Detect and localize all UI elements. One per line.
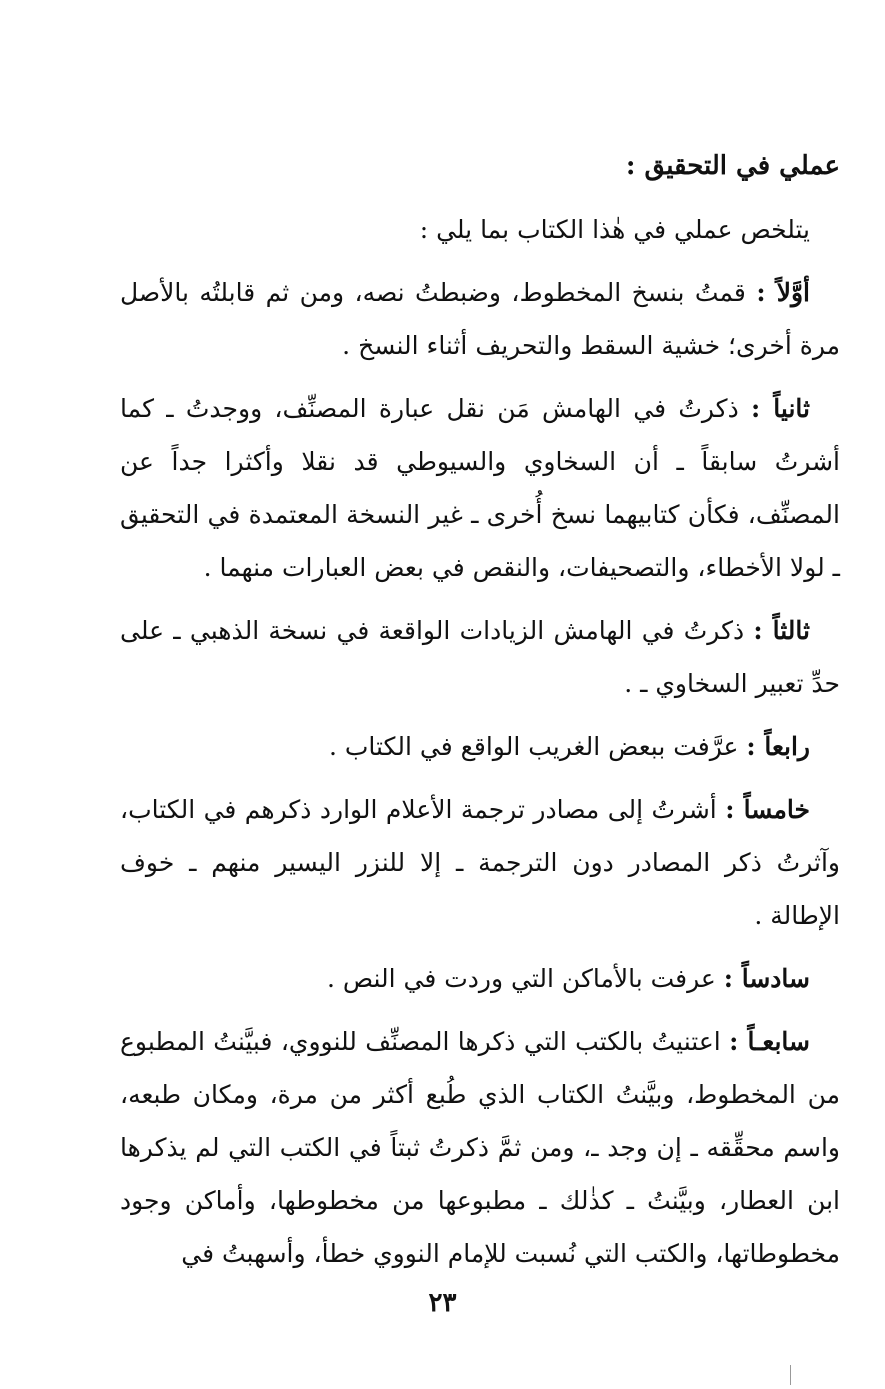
item-4-label: رابعاً : xyxy=(746,732,810,761)
item-2-label: ثانياً : xyxy=(751,394,810,423)
item-1 xyxy=(120,266,840,372)
item-5 xyxy=(120,783,840,942)
item-1-label: أوَّلاً : xyxy=(756,278,810,307)
item-7-text: اعتنيتُ بالكتب التي ذكرها المصنِّف للنووي، فبيَّنتُ المطبوع من المخطوط، وبيَّنتُ الكتاب الذي طُبع أكثر من مرة، ومكان طبعه، واسم محقِّقه ـ إن وجد ـ، ومن ثمَّ ذكرتُ ثبتاً في الكتب التي لم يذكرها ابن العطار، وبيَّنتُ ـ كذٰلك ـ مطبوعها من مخطوطها، وأماكن وجود مخطوطاتها، والكتب التي نُسبت للإمام النووي خطأ، وأسهبتُ في xyxy=(120,1027,840,1268)
item-5-label: خامساً : xyxy=(725,795,810,824)
item-3-label: ثالثاً : xyxy=(753,616,810,645)
item-2-text: ذكرتُ في الهامش مَن نقل عبارة المصنِّف، ووجدتُ ـ كما أشرتُ سابقاً ـ أن السخاوي والسيوطي قد نقلا وأكثرا جداً عن المصنِّف، فكأن كتابيهما نسخ أُخرى ـ غير النسخة المعتمدة في التحقيق ـ لولا الأخطاء، والتصحيفات، والنقص في بعض العبارات منهما . xyxy=(120,394,840,582)
item-7-label: سابعـاً : xyxy=(729,1027,810,1056)
item-4-text: عرَّفت ببعض الغريب الواقع في الكتاب . xyxy=(328,732,747,761)
section-heading: عملي في التحقيق : xyxy=(625,151,840,181)
item-5-text: أشرتُ إلى مصادر ترجمة الأعلام الوارد ذكرهم في الكتاب، وآثرتُ ذكر المصادر دون الترجمة ـ إلا للنزر اليسير منهم ـ خوف الإطالة . xyxy=(120,795,840,930)
intro-paragraph: يتلخص عملي في هٰذا الكتاب بما يلي : xyxy=(419,215,810,244)
item-1-text: قمتُ بنسخ المخطوط، وضبطتُ نصه، ومن ثم قابلتُه بالأصل مرة أخرى؛ خشية السقط والتحريف أثناء النسخ . xyxy=(120,278,840,360)
item-7 xyxy=(120,1015,840,1280)
item-6 xyxy=(120,952,840,1005)
item-6-text: عرفت بالأماكن التي وردت في النص . xyxy=(326,964,724,993)
page-number: ٢٣ xyxy=(428,1288,457,1318)
item-3 xyxy=(120,604,840,710)
page-body xyxy=(120,140,840,1290)
scan-edge-mark xyxy=(790,1365,791,1385)
item-4 xyxy=(120,720,840,773)
item-3-text: ذكرتُ في الهامش الزيادات الواقعة في نسخة الذهبي ـ على حدِّ تعبير السخاوي ـ . xyxy=(120,616,840,698)
item-2 xyxy=(120,382,840,594)
item-6-label: سادساً : xyxy=(723,964,810,993)
